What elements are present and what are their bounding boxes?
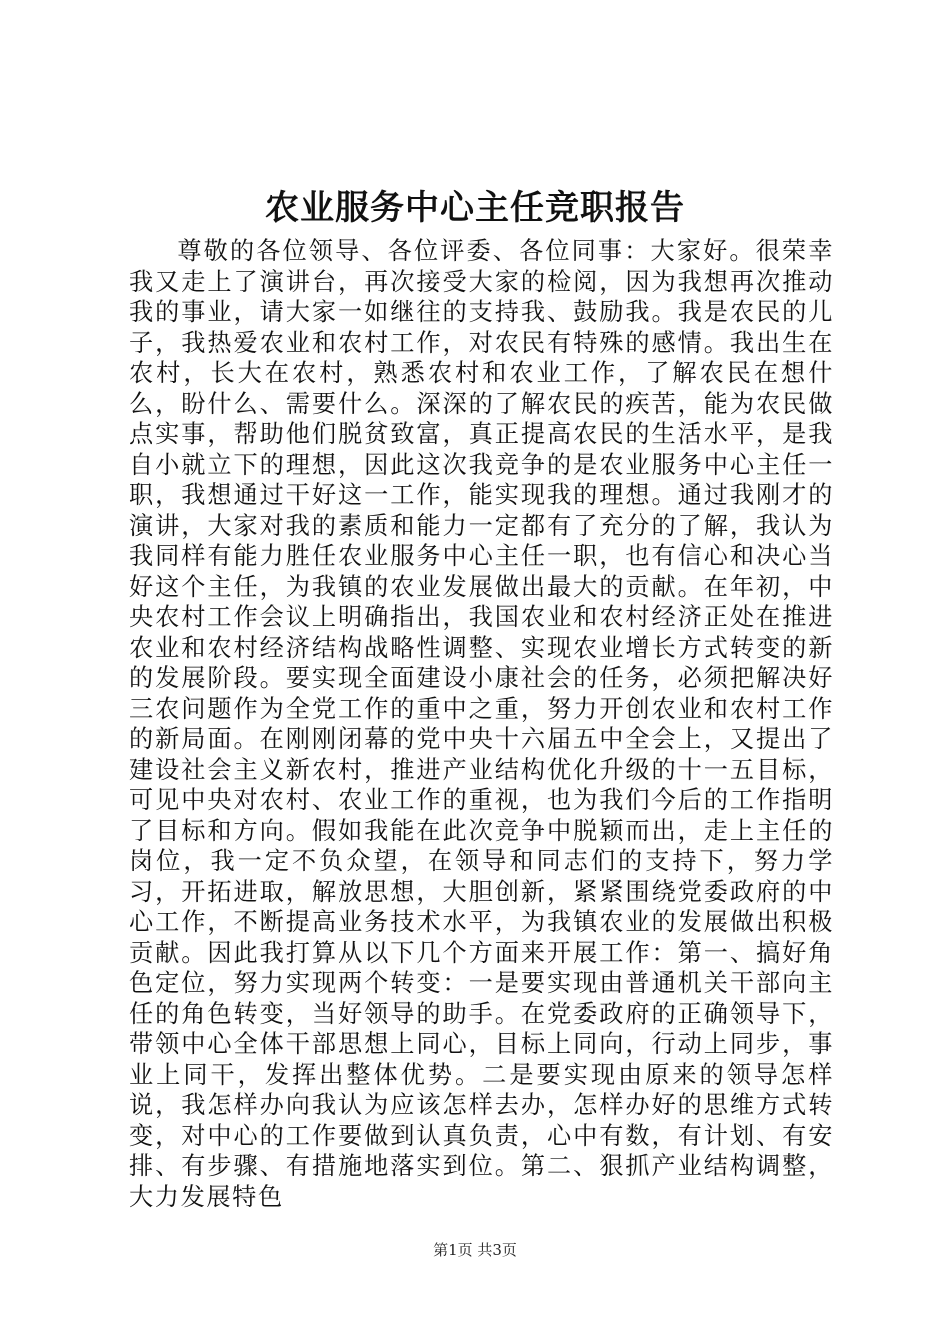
- page-footer: 第1页 共3页: [433, 1241, 517, 1259]
- document-title: 农业服务中心主任竞职报告: [265, 188, 685, 228]
- body-paragraph: 尊敬的各位领导、各位评委、各位同事：大家好。很荣幸我又走上了演讲台，再次接受大家的检阅，因为我想再次推动我的事业，请大家一如继往的支持我、鼓励我。我是农民的儿子，我热爱农业和农村工作，对农民有特殊的感情。我出生在农村，长大在农村，熟悉农村和农业工作，了解农民在想什么，盼什么、需要什么。深深的了解农民的疾苦，能为农民做点实事，帮助他们脱贫致富，真正提高农民的生活水平，是我自小就立下的理想，因此这次我竞争的是农业服务中心主任一职，我想通过干好这一工作，能实现我的理想。通过我刚才的演讲，大家对我的素质和能力一定都有了充分的了解，我认为我同样有能力胜任农业服务中心主任一职，也有信心和决心当好这个主任，为我镇的农业发展做出最大的贡献。在年初，中央农村工作会议上明确指出，我国农业和农村经济正处在推进农业和农村经济结构战略性调整、实现农业增长方式转变的新的发展阶段。要实现全面建设小康社会的任务，必须把解决好三农问题作为全党工作的重中之重，努力开创农业和农村工作的新局面。在刚刚闭幕的党中央十六届五中全会上，又提出了建设社会主义新农村，推进产业结构优化升级的十一五目标，可见中央对农村、农业工作的重视，也为我们今后的工作指明了目标和方向。假如我能在此次竞争中脱颖而出，走上主任的岗位，我一定不负众望，在领导和同志们的支持下，努力学习，开拓进取，解放思想，大胆创新，紧紧围绕党委政府的中心工作，不断提高业务技术水平，为我镇农业的发展做出积极贡献。因此我打算从以下几个方面来开展工作：第一、搞好角色定位，努力实现两个转变：一是要实现由普通机关干部向主任的角色转变，当好领导的助手。在党委政府的正确领导下，带领中心全体干部思想上同心，目标上同向，行动上同步，事业上同干，发挥出整体优势。二是要实现由原来的领导怎样说，我怎样办向我认为应该怎样去办，怎样办好的思维方式转变，对中心的工作要做到认真负责，心中有数，有计划、有安排、有步骤、有措施地落实到位。第二、狠抓产业结构调整，大力发展特色: [129, 237, 834, 1211]
